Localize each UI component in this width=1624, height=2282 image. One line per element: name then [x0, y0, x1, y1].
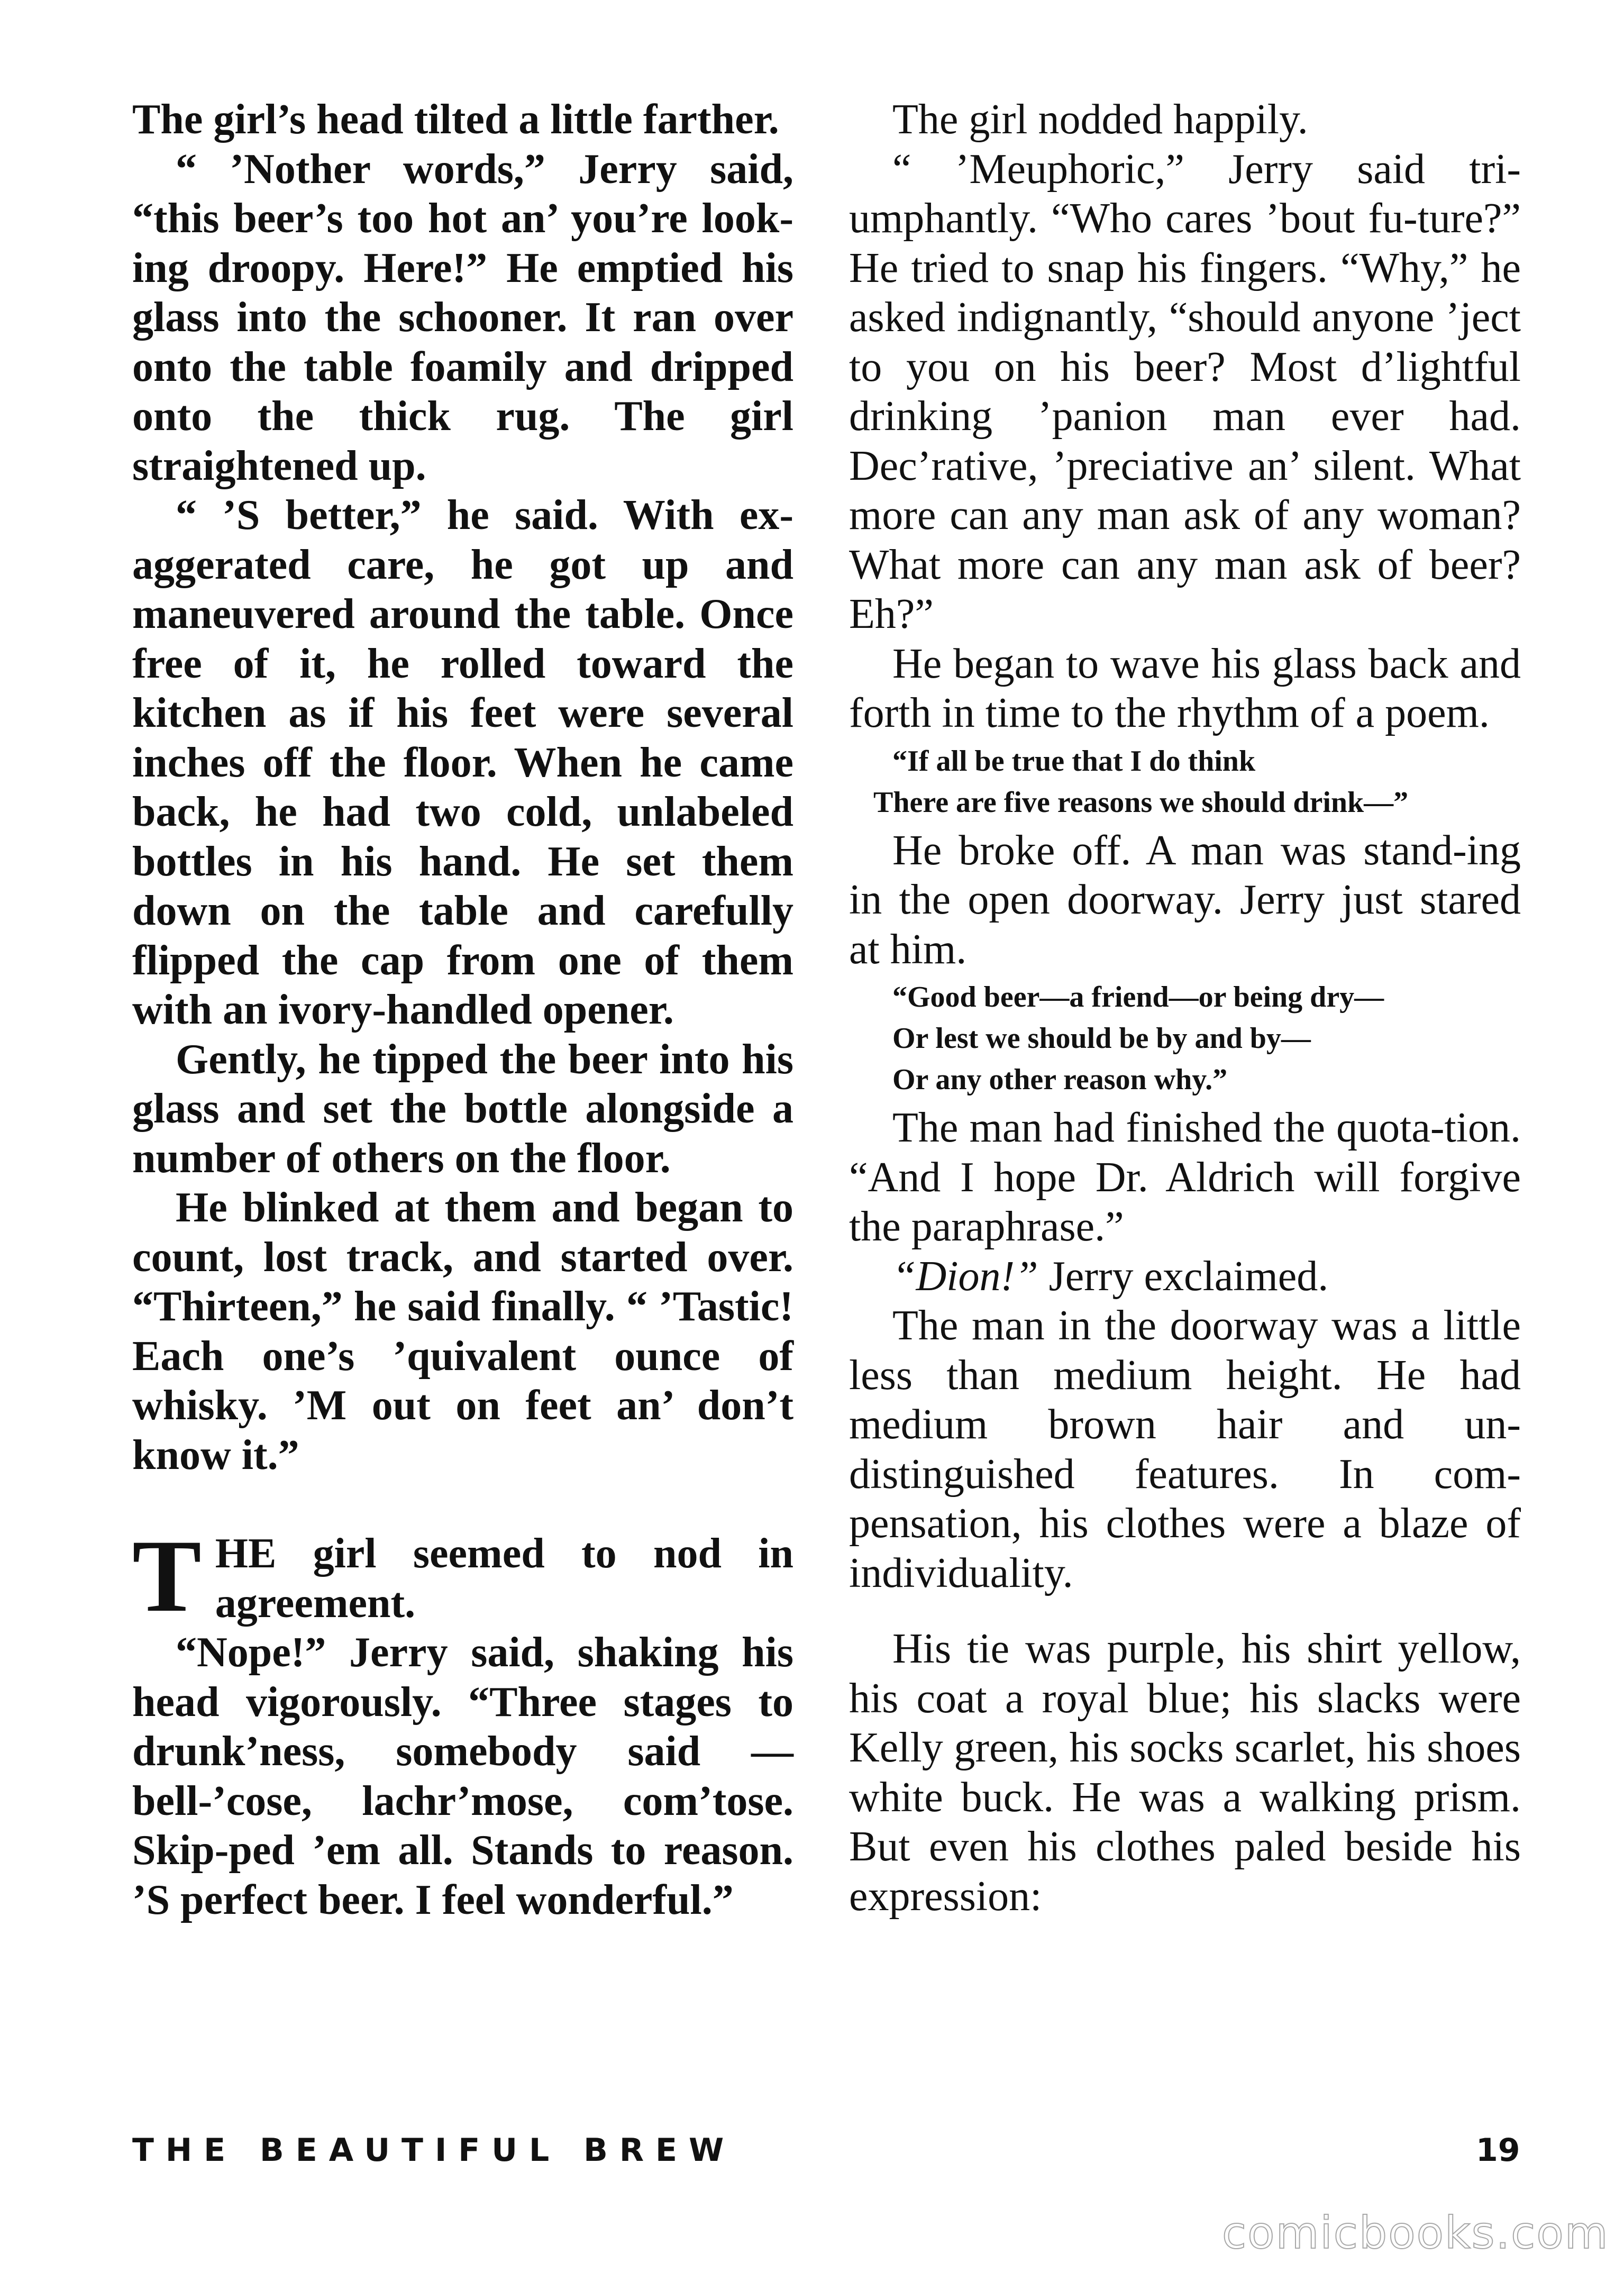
left-text-column [132, 95, 793, 1925]
paragraph: “ ’S better,” he said. With ex-aggerated care, he got up and maneuvered around the table. Once free of it, he rolled toward the kitchen as if his feet were several inches off the floor. When he came back, he had two cold, unlabeled bottles in his hand. He set them down on the table and carefully flipped the cap from one of them with an ivory-handled opener. [132, 492, 793, 1033]
right-text-column [849, 95, 1521, 1921]
verse-line: “If all be true that I do think [892, 744, 1256, 778]
paragraph: “ ’Nother words,” Jerry said, “this beer’s too hot an’ you’re look-ing droopy. Here!” He emptied his glass into the schooner. It ran over onto the table foamily and dripped onto the thick rug. The girl straightened up. [132, 145, 793, 489]
page-number: 19 [1476, 2132, 1520, 2169]
verse-line: There are five reasons we should drink—” [873, 786, 1409, 819]
paragraph: “Nope!” Jerry said, shaking his head vigorously. “Three stages to drunk’ness, somebody said — bell-’cose, lachr’mose, com’tose. Skip-ped ’em all. Stands to reason. ’S perfect beer. I feel wonderful.” [132, 1629, 793, 1923]
paragraph: He blinked at them and began to count, lost track, and started over. “Thirteen,” he said finally. “ ’Tastic! Each one’s ’quivalent ounce of whisky. ’M out on feet an’ don’t know it.” [132, 1184, 793, 1478]
verse-quote [849, 976, 1521, 1100]
drop-cap-letter: T [132, 1519, 202, 1633]
verse-quote [849, 741, 1521, 823]
section-opening-paragraph [132, 1519, 793, 1633]
paragraph [849, 1252, 1521, 1302]
paragraph-text: HE girl seemed to nod in agreement. [215, 1530, 793, 1627]
paragraph: He broke off. A man was stand-ing in the open doorway. Jerry just stared at him. [849, 827, 1521, 973]
paragraph: His tie was purple, his shirt yellow, his coat a royal blue; his slacks were Kelly green, his socks scarlet, his shoes white buck. He was a walking prism. But even his clothes paled beside his expression: [849, 1626, 1521, 1920]
paragraph: He began to wave his glass back and forth in time to the rhythm of a poem. [849, 640, 1521, 736]
paragraph: Gently, he tipped the beer into his glass and set the bottle alongside a number of others on the floor. [132, 1036, 793, 1182]
paragraph: The girl nodded happily. [892, 96, 1308, 143]
paragraph: The man in the doorway was a little less than medium height. He had medium brown hair and un-distinguished features. In com-pensation, his clothes were a blaze of individuality. [849, 1302, 1521, 1596]
paragraph-text: Jerry exclaimed. [1038, 1253, 1329, 1300]
watermark-text: comicbooks.com [1222, 2207, 1609, 2259]
paragraph: “ ’Meuphoric,” Jerry said tri-umphantly. “Who cares ’bout fu-ture?” He tried to snap his fingers. “Why,” he asked indignantly, “should anyone ’ject to you on his beer? Most d’lightful drinking ’panion man ever had. Dec’rative, ’preciative an’ silent. What more can any man ask of any woman? What more can any man ask of beer? Eh?” [849, 145, 1521, 637]
paragraph: The girl’s head tilted a little farther. [132, 96, 779, 143]
paragraph: The man had finished the quota-tion. “And I hope Dr. Aldrich will forgive the paraphrase.” [849, 1105, 1521, 1250]
verse-line: Or lest we should be by and by— [892, 1022, 1311, 1055]
verse-line: “Good beer—a friend—or being dry— [892, 981, 1384, 1014]
running-footer-title: THE BEAUTIFUL BREW [132, 2132, 736, 2169]
exclamation-italic: “Dion!” [892, 1253, 1038, 1300]
verse-line: Or any other reason why.” [892, 1063, 1228, 1096]
